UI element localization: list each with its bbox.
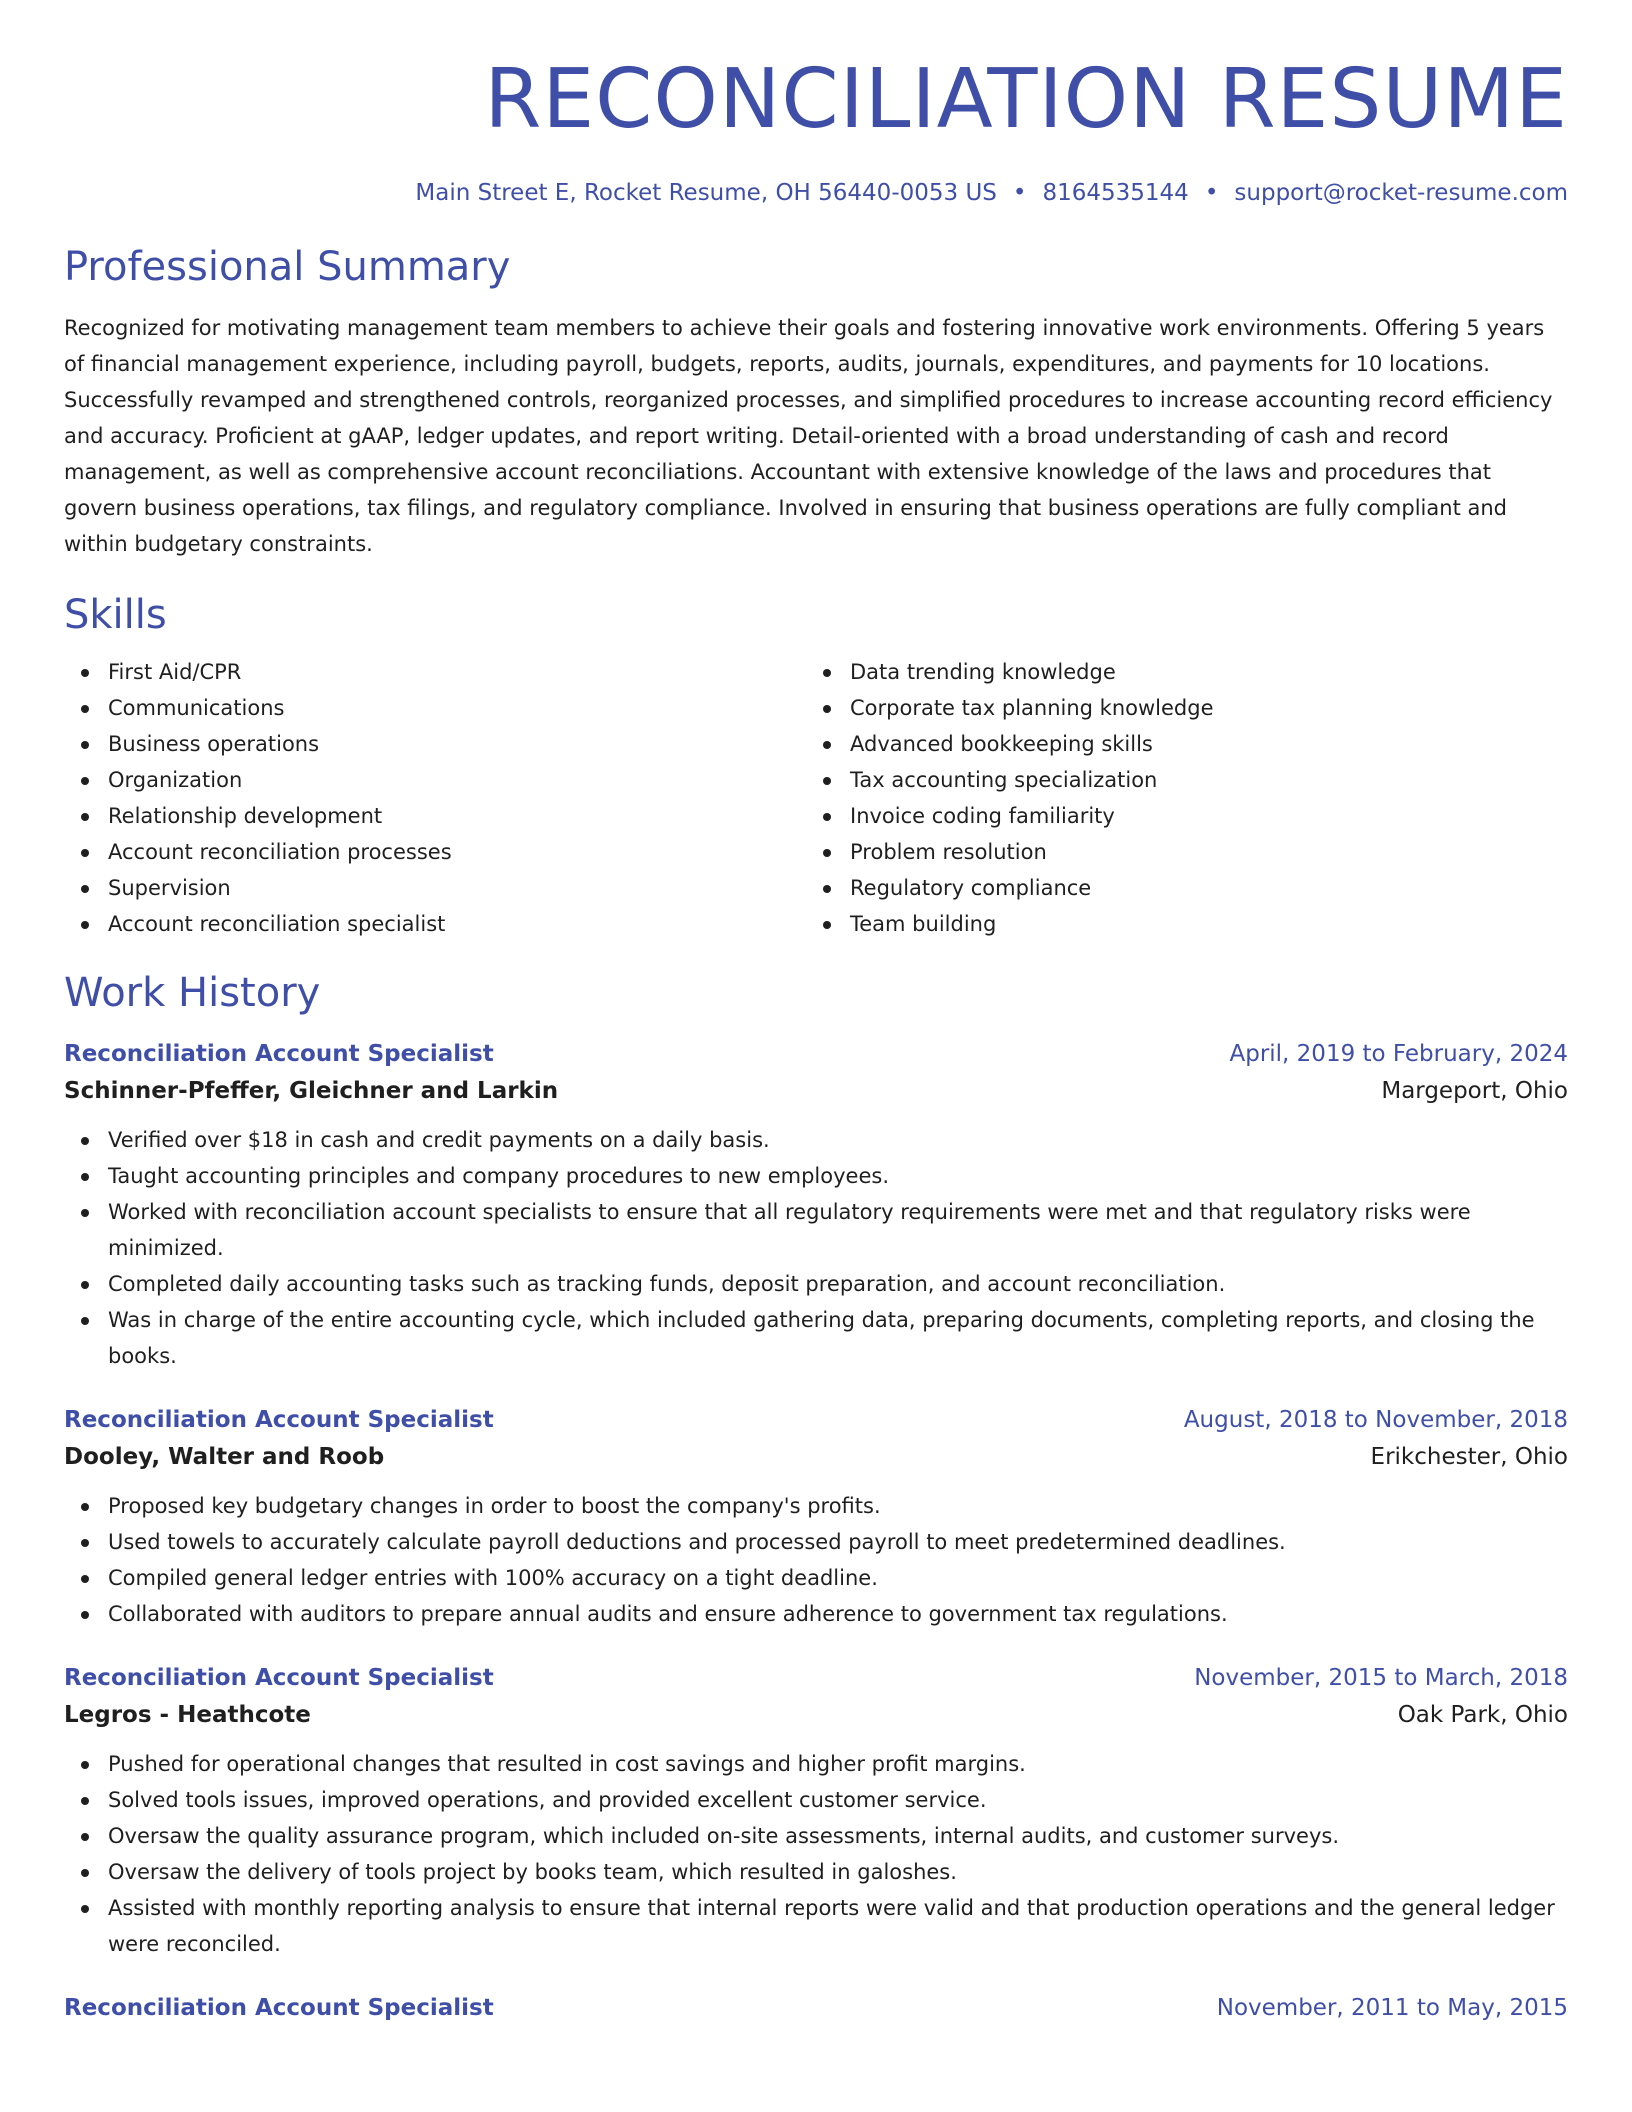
skill-item: Relationship development [108, 798, 806, 834]
skill-item: Business operations [108, 726, 806, 762]
job-entry [64, 1402, 1568, 1632]
job-dates: August, 2018 to November, 2018 [1183, 1407, 1568, 1433]
work-history-section [64, 968, 1568, 2026]
job-dates: April, 2019 to February, 2024 [1229, 1041, 1568, 1067]
job-bullets [64, 1122, 1568, 1374]
job-location: Margeport, Ohio [1381, 1078, 1568, 1104]
job-title-row [64, 1402, 1568, 1438]
job-bullet: Oversaw the delivery of tools project by books team, which resulted in galoshes. [108, 1854, 1568, 1890]
job-bullets [64, 1746, 1568, 1962]
job-bullet: Completed daily accounting tasks such as tracking funds, deposit preparation, and account reconciliation. [108, 1266, 1568, 1302]
skill-item: Invoice coding familiarity [850, 798, 1548, 834]
work-history-heading: Work History [64, 970, 321, 1016]
job-company-row [64, 1696, 1568, 1734]
job-bullet: Used towels to accurately calculate payroll deductions and processed payroll to meet predetermined deadlines. [108, 1524, 1568, 1560]
skill-item: Advanced bookkeeping skills [850, 726, 1548, 762]
summary-heading: Professional Summary [64, 244, 511, 290]
skill-item: First Aid/CPR [108, 654, 806, 690]
contact-phone: 8164535144 [1042, 180, 1189, 206]
job-title-row [64, 1990, 1568, 2026]
job-title: Reconciliation Account Specialist [64, 1995, 494, 2021]
job-entry [64, 1660, 1568, 1962]
job-company-row [64, 1072, 1568, 1110]
job-title: Reconciliation Account Specialist [64, 1407, 494, 1433]
skill-item: Organization [108, 762, 806, 798]
skills-section [64, 590, 1568, 942]
job-location: Oak Park, Ohio [1397, 1702, 1568, 1728]
skill-item: Tax accounting specialization [850, 762, 1548, 798]
contact-line [64, 178, 1568, 208]
contact-address: Main Street E, Rocket Resume, OH 56440-0053 US [415, 180, 997, 206]
job-bullet: Worked with reconciliation account specialists to ensure that all regulatory requirements were met and that regulatory risks were minimized. [108, 1194, 1568, 1266]
job-bullet: Assisted with monthly reporting analysis to ensure that internal reports were valid and that production operations and the general ledger were reconciled. [108, 1890, 1568, 1962]
job-company: Dooley, Walter and Roob [64, 1444, 385, 1470]
job-bullet: Solved tools issues, improved operations, and provided excellent customer service. [108, 1782, 1568, 1818]
job-entry [64, 1990, 1568, 2026]
job-dates: November, 2011 to May, 2015 [1216, 1995, 1568, 2021]
job-company-row [64, 1438, 1568, 1476]
job-company: Legros - Heathcote [64, 1702, 311, 1728]
summary-section [64, 242, 1568, 562]
skills-list-right [806, 654, 1548, 942]
skills-grid [64, 654, 1568, 942]
skill-item: Account reconciliation specialist [108, 906, 806, 942]
job-dates: November, 2015 to March, 2018 [1194, 1665, 1568, 1691]
job-bullet: Collaborated with auditors to prepare annual audits and ensure adherence to government tax regulations. [108, 1596, 1568, 1632]
contact-separator: • [1012, 180, 1027, 206]
job-bullet: Taught accounting principles and company procedures to new employees. [108, 1158, 1568, 1194]
job-bullet: Pushed for operational changes that resulted in cost savings and higher profit margins. [108, 1746, 1568, 1782]
resume-header [64, 0, 1568, 208]
skills-list-left [64, 654, 806, 942]
summary-text: Recognized for motivating management team members to achieve their goals and fostering innovative work environments. Offering 5 years of financial management experience, including payroll, budgets, reports, audits, journals, expenditures, and payments for 10 locations. Successfully revamped and strengthened controls, reorganized processes, and simplified procedures to increase accounting record efficiency and accuracy. Proficient at gAAP, ledger updates, and report writing. Detail-oriented with a broad understanding of cash and record management, as well as comprehensive account reconciliations. Accountant with extensive knowledge of the laws and procedures that govern business operations, tax filings, and regulatory compliance. Involved in ensuring that business operations are fully compliant and within budgetary constraints. [64, 316, 1553, 556]
resume-name: RECONCILIATION RESUME [484, 52, 1568, 147]
skill-item: Corporate tax planning knowledge [850, 690, 1548, 726]
job-location: Erikchester, Ohio [1370, 1444, 1568, 1470]
job-title-row [64, 1036, 1568, 1072]
job-bullet: Was in charge of the entire accounting cycle, which included gathering data, preparing documents, completing reports, and closing the books. [108, 1302, 1568, 1374]
skill-item: Communications [108, 690, 806, 726]
skill-item: Regulatory compliance [850, 870, 1548, 906]
skill-item: Supervision [108, 870, 806, 906]
job-title: Reconciliation Account Specialist [64, 1041, 494, 1067]
job-title-row [64, 1660, 1568, 1696]
skill-item: Account reconciliation processes [108, 834, 806, 870]
resume-page [64, 0, 1568, 2026]
job-bullet: Proposed key budgetary changes in order to boost the company's profits. [108, 1488, 1568, 1524]
skills-heading: Skills [64, 592, 167, 638]
job-bullet: Compiled general ledger entries with 100% accuracy on a tight deadline. [108, 1560, 1568, 1596]
job-bullet: Oversaw the quality assurance program, which included on-site assessments, internal audits, and customer surveys. [108, 1818, 1568, 1854]
job-title: Reconciliation Account Specialist [64, 1665, 494, 1691]
job-bullet: Verified over $18 in cash and credit payments on a daily basis. [108, 1122, 1568, 1158]
job-bullets [64, 1488, 1568, 1632]
job-company: Schinner-Pfeffer, Gleichner and Larkin [64, 1078, 559, 1104]
contact-email: support@rocket-resume.com [1234, 180, 1568, 206]
skill-item: Team building [850, 906, 1548, 942]
skill-item: Data trending knowledge [850, 654, 1548, 690]
contact-separator: • [1204, 180, 1219, 206]
skill-item: Problem resolution [850, 834, 1548, 870]
job-entry [64, 1036, 1568, 1374]
